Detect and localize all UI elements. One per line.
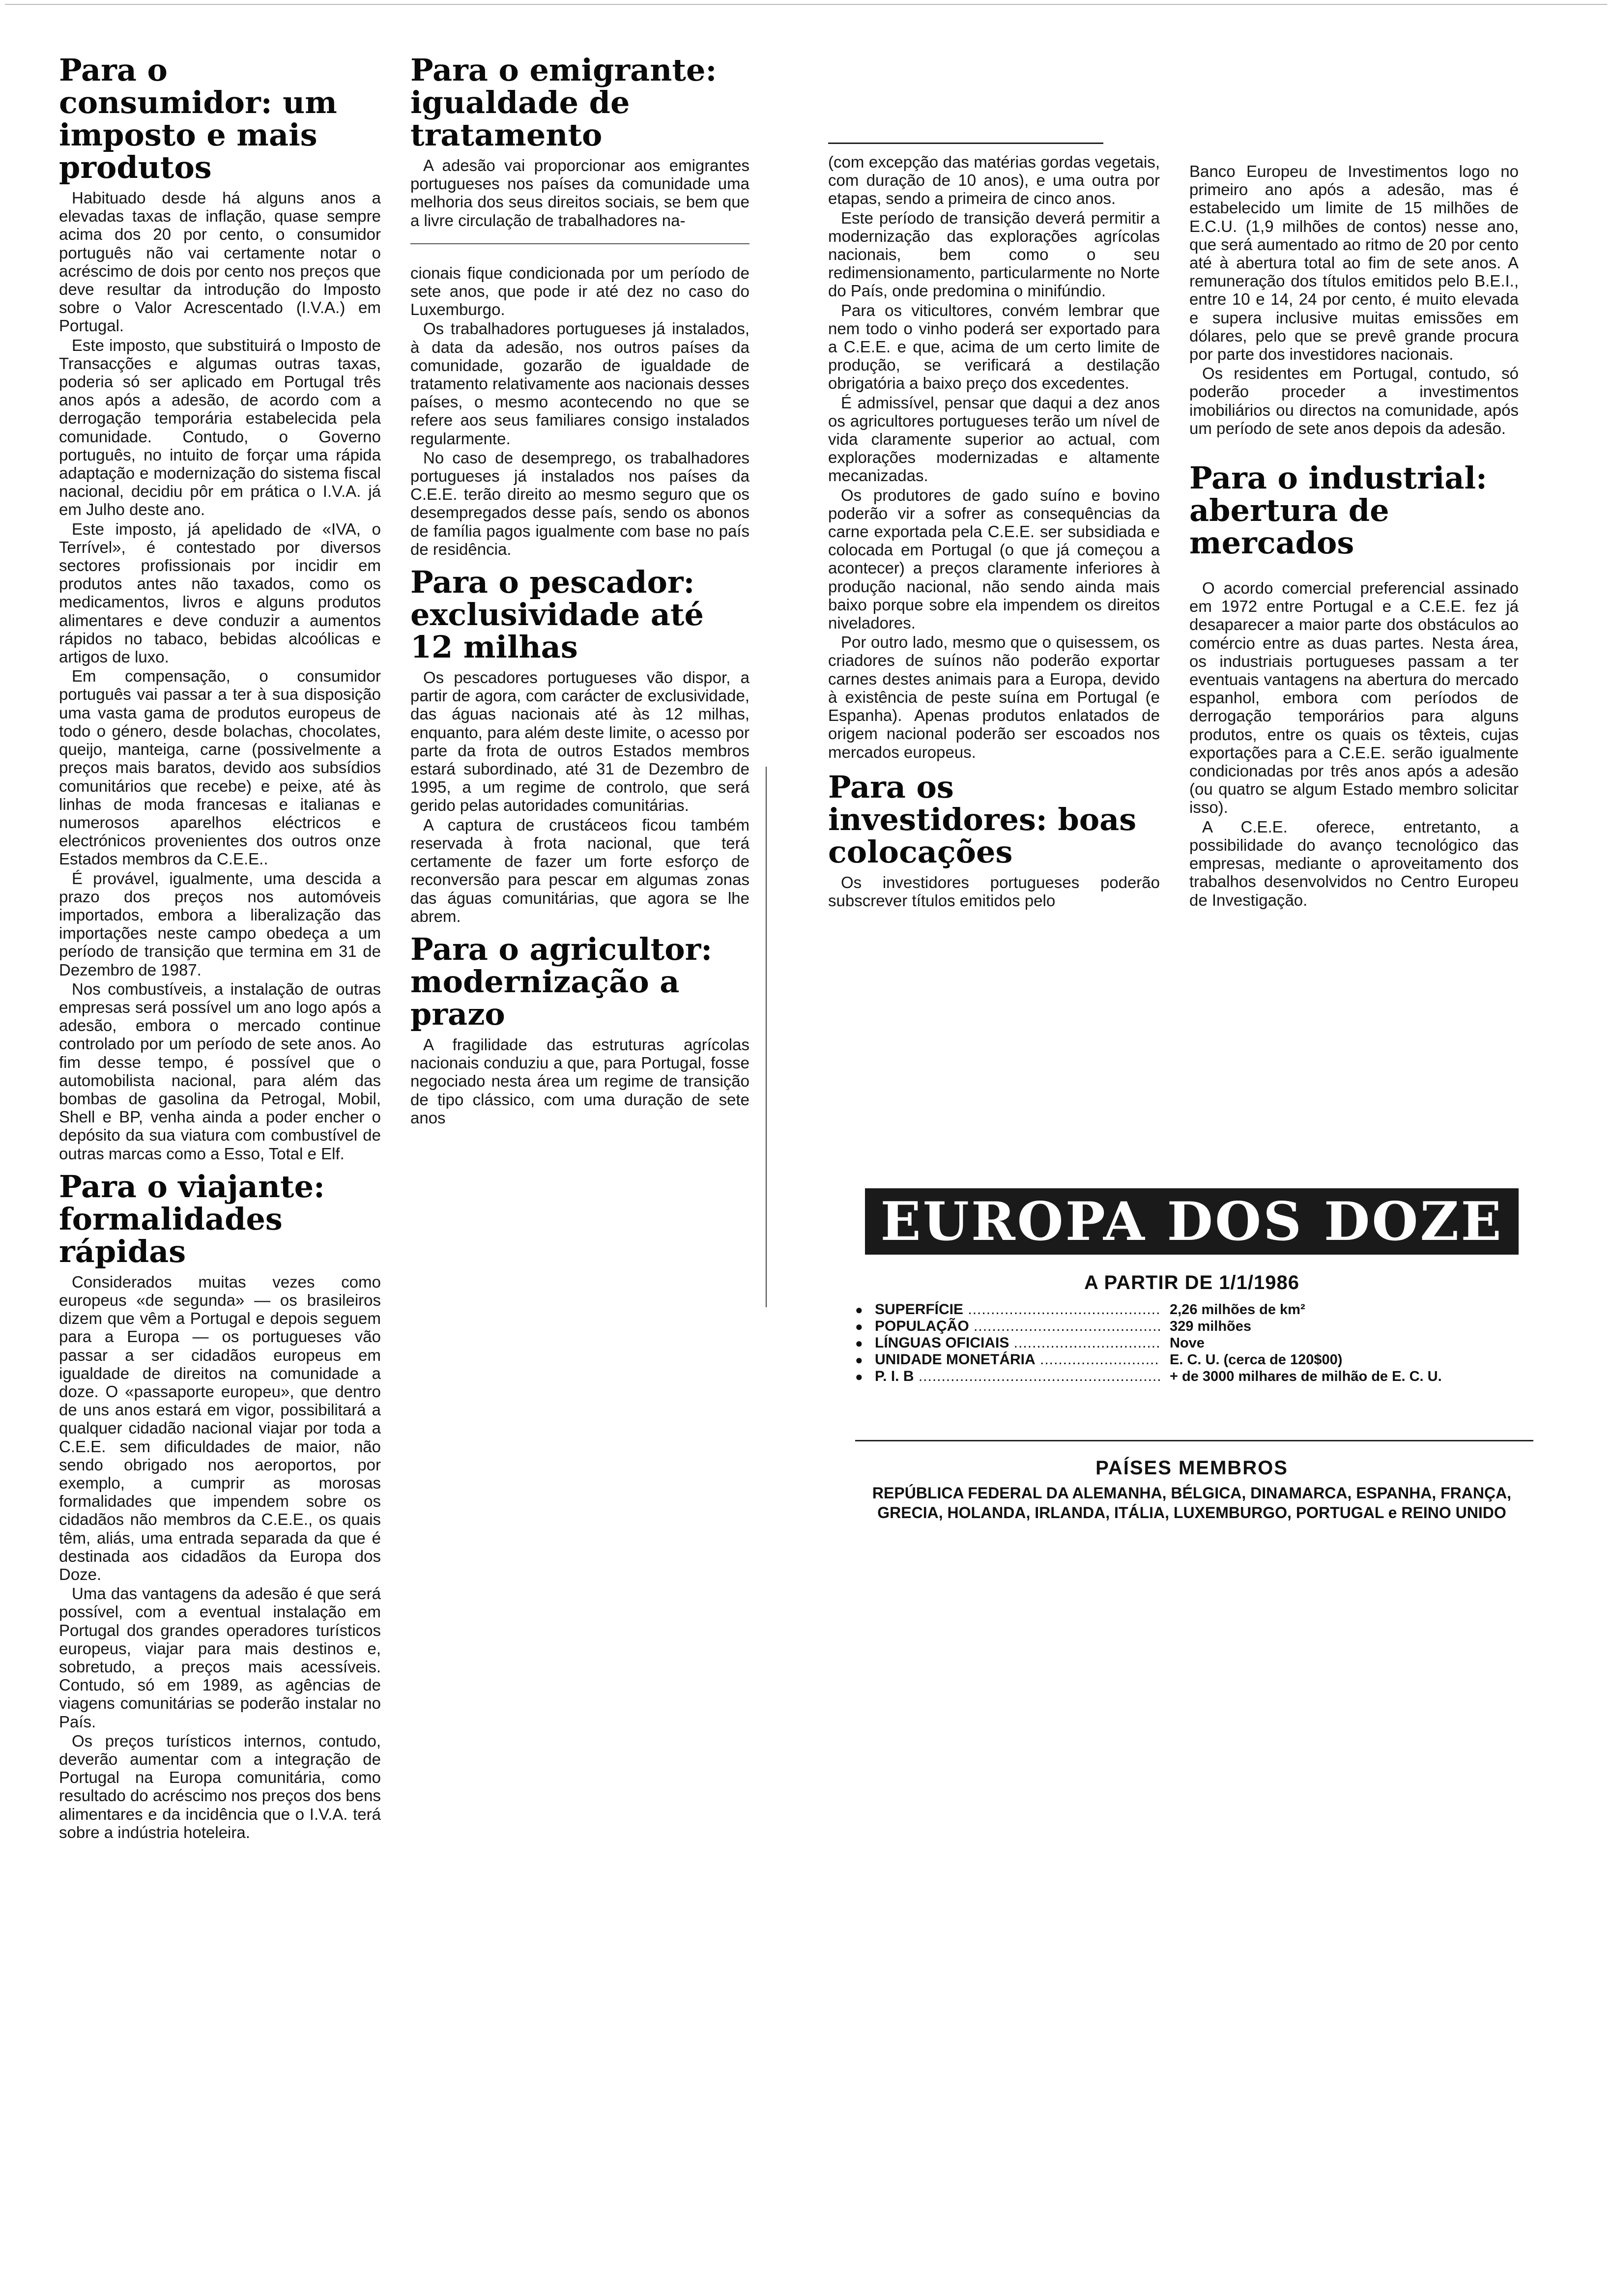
column-4 [1189, 162, 1519, 917]
members-list: REPÚBLICA FEDERAL DA ALEMANHA, BÉLGICA, DINAMARCA, ESPANHA, FRANÇA, GRECIA, HOLANDA, IRLANDA, ITÁLIA, LUXEMBURGO, PORTUGAL e REINO UNIDO [872, 1484, 1512, 1521]
paragraph: Os investidores portugueses poderão subscrever títulos emitidos pelo [828, 873, 1160, 910]
paragraph: É admissível, pensar que daqui a dez anos os agricultores portugueses terão um nível de vida claramente superior ao actual, com explorações modernizadas e altamente mecanizadas. [828, 393, 1160, 485]
fact-value: 329 milhões [1170, 1319, 1252, 1334]
fact-row [855, 1368, 1553, 1385]
paragraph: Por outro lado, mesmo que o quisessem, os criadores de suínos não poderão exportar carnes destes animais para a Europa, devido à existência de peste suína em Portugal (e Espanha). Apenas produtos enlatados de origem nacional poderão ser escoados nos mercados europeus. [828, 633, 1160, 761]
heading-industrial: Para o industrial: abertura de mercados [1189, 460, 1487, 561]
heading-emigrante: Para o emigrante: igualdade de tratamento [410, 52, 717, 153]
column-2 [410, 54, 749, 1135]
heading-investidores: Para os investidores: boas colocações [828, 769, 1137, 870]
paragraph: (com excepção das matérias gordas vegetais, com duração de 10 anos), e uma outra por etapas, sendo a primeira de cinco anos. [828, 153, 1160, 208]
paragraph: Nos combustíveis, a instalação de outras empresas será possível um ano logo após a adesão, embora o mercado continue controlado por um período de sete anos. Ao fim desse tempo, é possível que o automobilista nacional, para além das bombas de gasolina da Petrogal, Mobil, Shell e BP, venha ainda a poder encher o depósito da sua viatura com combustível de outras marcas como a Esso, Total e Elf. [59, 979, 381, 1163]
paragraph: O acordo comercial preferencial assinado em 1972 entre Portugal e a C.E.E. fez já desaparecer a maior parte dos obstáculos ao comércio entre as duas partes. Nesta área, os industriais portugueses passam a ter eventuais vantagens na abertura do mercado espanhol, embora com períodos de derrogação temporários para alguns produtos, entre os quais os têxteis, cujas exportações para a C.E.E. serão igualmente condicionadas por três anos após a adesão (ou quatro se algum Estado membro solicitar isso). [1189, 579, 1519, 817]
article-agricultor [410, 933, 749, 1127]
heading-consumidor: Para o consumidor: um imposto e mais produtos [59, 52, 337, 185]
bullet-icon: ● [855, 1336, 863, 1350]
paragraph: Os produtores de gado suíno e bovino poderão vir a sofrer as consequências da carne exportada pela C.E.E. ser subsidiada e colocada em Portugal (o que já começou a acontecer) a preços claramente inferiores à produção nacional, não sendo ainda mais baixo porque sobre ela impendem os direitos niveladores. [828, 486, 1160, 632]
column-3 [828, 143, 1160, 918]
paragraph: Os preços turísticos internos, contudo, deverão aumentar com a integração de Portugal na Europa comunitária, como resultado do acréscimo nos preços dos bens alimentares e da incidência que o I.V.A. terá sobre a indústria hoteleira. [59, 1731, 381, 1841]
article-consumidor [59, 54, 381, 1163]
fact-value: Nove [1170, 1335, 1205, 1351]
bullet-icon: ● [855, 1302, 863, 1317]
paragraph: A adesão vai proporcionar aos emigrantes portugueses nos países da comunidade uma melhoria dos seus direitos sociais, se bem que a livre circulação de trabalhadores na- [410, 156, 749, 230]
heading-pescador: Para o pescador: exclusividade até 12 milhas [410, 564, 704, 665]
fact-label: P. I. B ..... [875, 1368, 1160, 1385]
column-1 [59, 54, 381, 1849]
paragraph: No caso de desemprego, os trabalhadores portugueses já instalados nos países da C.E.E. terão direito ao mesmo seguro que os desempregados desse país, sendo os abonos de família pagos igualmente com base no país de residência. [410, 448, 749, 558]
europa-banner [865, 1188, 1519, 1255]
bullet-icon: ● [855, 1352, 863, 1367]
fact-row [855, 1335, 1553, 1351]
heading-agricultor: Para o agricultor: modernização a prazo [410, 931, 713, 1032]
article-investidores [828, 771, 1160, 910]
column-top-rule [828, 143, 1103, 144]
europa-subtitle: A PARTIR DE 1/1/1986 [1084, 1272, 1299, 1293]
paragraph: É provável, igualmente, uma descida a prazo dos preços nos automóveis importados, embora a liberalização das importações neste campo obedeça a um período de transição que termina em 31 de Dezembro de 1987. [59, 869, 381, 979]
paragraph: A captura de crustáceos ficou também reservada à frota nacional, que terá certamente de fazer um forte esforço de reconversão para pescar em algumas zonas das águas comunitárias, que agora se lhe abrem. [410, 815, 749, 925]
paragraph: Este período de transição deverá permitir a modernização das explorações agrícolas nacionais, bem como o seu redimensionamento, particularmente no Norte do País, onde predomina o minifúndio. [828, 208, 1160, 300]
members-title: PAÍSES MEMBROS [1095, 1457, 1288, 1479]
article-industrial [1189, 462, 1519, 909]
paragraph: A fragilidade das estruturas agrícolas nacionais conduziu a que, para Portugal, fosse negociado nesta área um regime de transição de tipo clássico, com uma duração de sete anos [410, 1035, 749, 1127]
paragraph: Os pescadores portugueses vão dispor, a partir de agora, com carácter de exclusividade, das águas nacionais até às 12 milhas, enquanto, para além deste limite, o acesso por parte da frota de outros Estados membros estará subordinado, até 31 de Dezembro de 1995, a um regime de controlo, que será gerido pelas autoridades comunitárias. [410, 668, 749, 815]
bullet-icon: ● [855, 1369, 863, 1384]
fact-value: + de 3000 milhares de milhão de E. C. U. [1170, 1369, 1442, 1384]
facts-list [855, 1301, 1553, 1385]
paragraph: Em compensação, o consumidor português vai passar a ter à sua disposição uma vasta gama de produtos europeus de todo o género, desde bolachas, chocolates, queijo, manteiga, carne (possivelmente a preços mais baratos, devido aos subsídios comunitários que recebe) e peixe, até às linhas de moda francesas e italianas e numerosos aparelhos eléctricos e electrónicos provenientes dos outros onze Estados membros da C.E.E.. [59, 667, 381, 868]
article-emigrante [410, 54, 749, 558]
fact-row [855, 1301, 1553, 1318]
heading-viajante: Para o viajante: formalidades rápidas [59, 1168, 325, 1269]
paragraph: Os trabalhadores portugueses já instalados, à data da adesão, nos outros países da comunidade, gozarão de igualdade de tratamento relativamente aos nacionais desses países, o mesmo acontecendo no que se refere aos seus familiares consigo instalados regularmente. [410, 319, 749, 448]
column-break-rule [410, 243, 749, 244]
fact-row [855, 1351, 1553, 1368]
paragraph: cionais fique condicionada por um período de sete anos, que pode ir até dez no caso do Luxemburgo. [410, 263, 749, 319]
fact-label: UNIDADE MONETÁRIA ..... [875, 1351, 1160, 1368]
fact-label: POPULAÇÃO ..... [875, 1318, 1160, 1335]
paragraph: Uma das vantagens da adesão é que será possível, com a eventual instalação em Portugal dos grandes operadores turísticos europeus, viajar para mais destinos e, sobretudo, a preços mais acessíveis. Contudo, só em 1989, as agências de viagens comunitárias se poderão instalar no País. [59, 1584, 381, 1731]
fact-value: 2,26 milhões de km² [1170, 1302, 1305, 1318]
paragraph: Considerados muitas vezes como europeus «de segunda» — os brasileiros dizem que vêm a Portugal e depois seguem para a Europa — os portugueses vão passar a ser cidadãos europeus em igualdade de direitos na comunidade a doze. O «passaporte europeu», que dentro de uns anos estará em vigor, possibilitará a qualquer cidadão nacional viajar por toda a C.E.E. sem dificuldades de maior, não sendo obrigado nos aeroportos, por exemplo, a cumprir as morosas formalidades que impendem sobre os cidadãos não membros da C.E.E., os quais têm, aliás, uma entrada separada da que é destinada aos cidadãos da Europa dos Doze. [59, 1272, 381, 1584]
europa-banner-text: EUROPA DOS DOZE [880, 1190, 1503, 1253]
paragraph: A C.E.E. oferece, entretanto, a possibilidade do avanço tecnológico das empresas, mediante o aproveitamento dos trabalhos desenvolvidos no Centro Europeu de Investigação. [1189, 817, 1519, 909]
top-rule [5, 4, 1607, 5]
fact-label: SUPERFÍCIE ..... [875, 1301, 1160, 1318]
article-pescador [410, 566, 749, 925]
europa-divider [855, 1440, 1533, 1441]
article-viajante [59, 1168, 381, 1841]
bullet-icon: ● [855, 1319, 863, 1334]
paragraph: Os residentes em Portugal, contudo, só poderão proceder a investimentos imobiliários ou directos na comunidade, após um período de sete anos depois da adesão. [1189, 364, 1519, 437]
fact-value: E. C. U. (cerca de 120$00) [1170, 1352, 1343, 1368]
fact-row [855, 1318, 1553, 1335]
column-divider [766, 767, 767, 1307]
paragraph: Para os viticultores, convém lembrar que nem todo o vinho poderá ser exportado para a C.E.E. e que, acima de um certo limite de produção, se verificará a destilação obrigatória a baixo preço dos excedentes. [828, 301, 1160, 393]
paragraph: Este imposto, já apelidado de «IVA, o Terrível», é contestado por diversos sectores profissionais por incidir em produtos antes não taxados, como os medicamentos, livros e alguns produtos alimentares e deve conduzir a aumentos rápidos no tabaco, bebidas alcoólicas e artigos de luxo. [59, 519, 381, 666]
paragraph: Habituado desde há alguns anos a elevadas taxas de inflação, quase sempre acima dos 20 por cento, o consumidor português não vai certamente notar o acréscimo de dois por cento nos preços que deve resultar da introdução do Imposto sobre o Valor Acrescentado (I.V.A.) em Portugal. [59, 189, 381, 335]
paragraph: Banco Europeu de Investimentos logo no primeiro ano após a adesão, mas é estabelecido um limite de 15 milhões de E.C.U. (1,9 milhões de contos) nesse ano, que será aumentado ao ritmo de 20 por cento até à abertura total ao fim de sete anos. A remuneração dos títulos emitidos pelo B.E.I., entre 10 e 14, 24 por cento, é muito elevada e supera inclusive muitas emissões em dólares, pelo que se prevê grande procura por parte dos investidores nacionais. [1189, 162, 1519, 364]
fact-label: LÍNGUAS OFICIAIS ..... [875, 1335, 1160, 1351]
paragraph: Este imposto, que substituirá o Imposto de Transacções e algumas outras taxas, poderia só ser aplicado em Portugal três anos após a adesão, de acordo com a derrogação temporária estabelecida pela comunidade. Contudo, o Governo português, no intuito de forçar uma rápida adaptação e modernização do sistema fiscal nacional, decidiu pôr em prática o I.V.A. já em Julho deste ano. [59, 336, 381, 519]
